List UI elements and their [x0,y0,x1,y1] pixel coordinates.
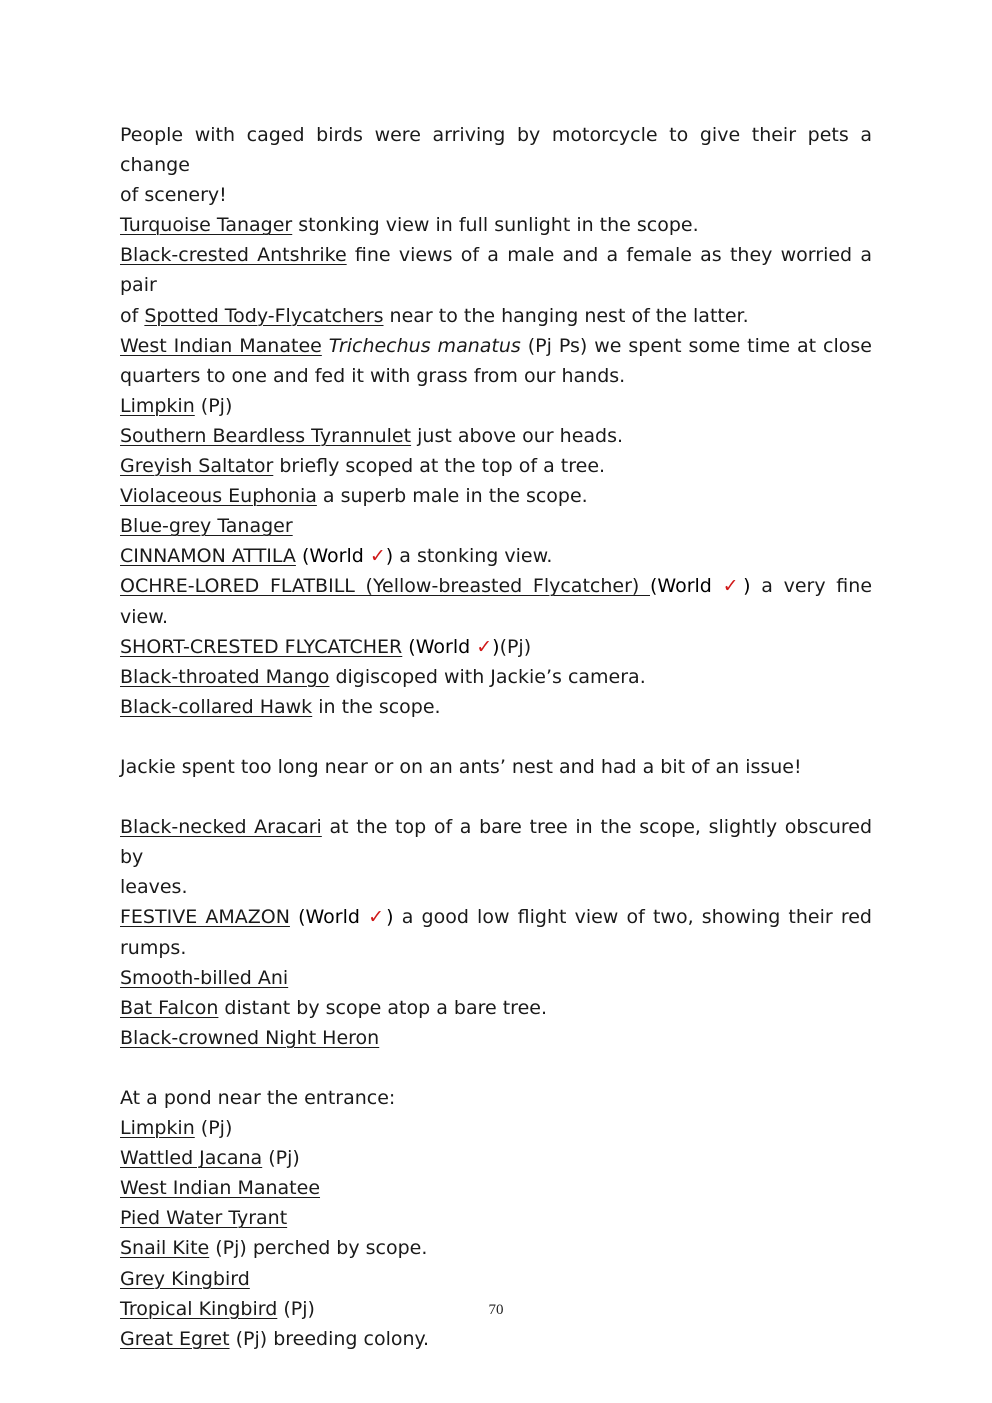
species-note: (Pj) [194,1117,233,1140]
species-note: briefly scoped at the top of a tree. [273,455,606,478]
check-icon: ✓ [369,545,386,568]
species-name: Black-necked Aracari [120,816,322,839]
paragraph-line: of scenery! [120,184,227,207]
species-note: just above our heads. [411,424,624,447]
paragraph-line: rumps. [120,936,187,959]
scientific-name: Trichechus manatus [328,334,521,357]
species-name: FESTIVE AMAZON [120,906,290,929]
species-name: Great Egret [120,1327,230,1350]
species-name: Black-crested Antshrike [120,244,347,267]
species-name: Limpkin [120,394,195,417]
species-entry [120,1113,872,1143]
world-label: ) [385,545,394,568]
species-entry [120,541,872,571]
species-name: Black-collared Hawk [120,695,313,718]
species-entry [120,571,872,601]
species-note: stonking view in full sunlight in the scope. [292,214,699,237]
paragraph-line: Jackie spent too long near or on an ants’ nest and had a bit of an issue! [120,755,802,778]
species-name: Grey Kingbird [120,1267,250,1290]
spacer [120,782,872,812]
species-note: a good low flight view of two, showing their red [393,906,872,929]
species-entry [120,210,872,240]
world-label: (World [402,635,477,658]
species-name: Violaceous Euphonia [120,485,317,508]
species-note: at the top of a bare tree in the scope, slightly obscured by [120,816,873,869]
section-heading: At a pond near the entrance: [120,1087,396,1109]
paragraph-line: view. [120,605,169,628]
species-note: in the scope. [312,695,441,718]
species-note: fine views of a male and a female as they worried a pair [120,244,872,297]
species-name: Smooth-billed Ani [120,966,289,989]
world-label: (World [289,906,369,929]
species-note: (Pj) [499,635,532,658]
species-entry [120,240,872,300]
species-name: Southern Beardless Tyrannulet [120,424,412,447]
species-name: Black-crowned Night Heron [120,1026,380,1049]
species-entry [120,331,872,361]
species-name: SHORT-CRESTED FLYCATCHER [120,635,403,658]
species-name: Greyish Saltator [120,455,274,478]
species-name: Bat Falcon [120,996,219,1019]
species-entry [120,301,872,331]
species-note: a superb male in the scope. [316,485,588,508]
species-entry [120,1264,872,1294]
paragraph-line: quarters to one and fed it with grass from our hands. [120,364,626,387]
species-name: Wattled Jacana [120,1147,263,1170]
species-entry [120,1324,872,1354]
world-label: (World [650,575,723,598]
world-label: ) [743,575,751,598]
species-entry [120,993,872,1023]
spacer [120,722,872,752]
species-entry [120,481,872,511]
species-name: OCHRE-LORED FLATBILL (Yellow-breasted Flycatcher) [120,575,650,598]
species-name: Turquoise Tanager [120,214,293,237]
species-name: West Indian Manatee [120,334,322,357]
paragraph-line: People with caged birds were arriving by motorcycle to give their pets a change [120,124,872,177]
species-name: Tropical Kingbird [120,1297,278,1320]
species-name: Pied Water Tyrant [120,1207,288,1230]
species-entry [120,1143,872,1173]
species-entry [120,1203,872,1233]
species-entry [120,1233,872,1263]
page-body [120,120,872,1354]
species-name: Limpkin [120,1117,195,1140]
species-entry [120,963,872,993]
world-label: ) [386,906,394,929]
species-note: digiscoped with Jackie’s camera. [329,665,646,688]
species-entry [120,1173,872,1203]
species-note: (Pj) [277,1297,315,1320]
world-label: ) [492,635,500,658]
check-icon: ✓ [476,635,493,658]
species-note: a very fine [750,575,873,598]
species-entry [120,662,872,692]
paragraph-line: leaves. [120,876,188,899]
species-note: near to the hanging nest of the latter. [383,304,749,327]
species-name: Spotted Tody-Flycatchers [144,304,384,327]
species-note: a stonking view. [393,545,553,568]
check-icon: ✓ [368,906,387,929]
species-name: Blue-grey Tanager [120,515,293,538]
spacer [120,1053,872,1083]
species-entry [120,421,872,451]
species-entry [120,692,872,722]
species-entry [120,1023,872,1053]
species-entry [120,511,872,541]
species-entry [120,632,872,662]
species-note: distant by scope atop a bare tree. [218,996,547,1019]
check-icon: ✓ [722,575,744,598]
species-name: West Indian Manatee [120,1177,321,1200]
species-note: (Pj) perched by scope. [209,1237,428,1260]
species-entry [120,451,872,481]
world-label: (World [295,545,370,568]
species-entry [120,812,872,872]
species-note: (Pj) [262,1147,300,1170]
species-name: Black-throated Mango [120,665,330,688]
species-note: (Pj Ps) we spent some time at close [520,334,872,357]
species-name: Snail Kite [120,1237,210,1260]
species-note: of [120,304,145,327]
species-entry [120,902,872,932]
species-entry [120,391,872,421]
species-name: CINNAMON ATTILA [120,545,296,568]
species-note: (Pj) [194,394,233,417]
page-number: 70 [488,1302,504,1318]
species-note: (Pj) breeding colony. [229,1327,430,1350]
